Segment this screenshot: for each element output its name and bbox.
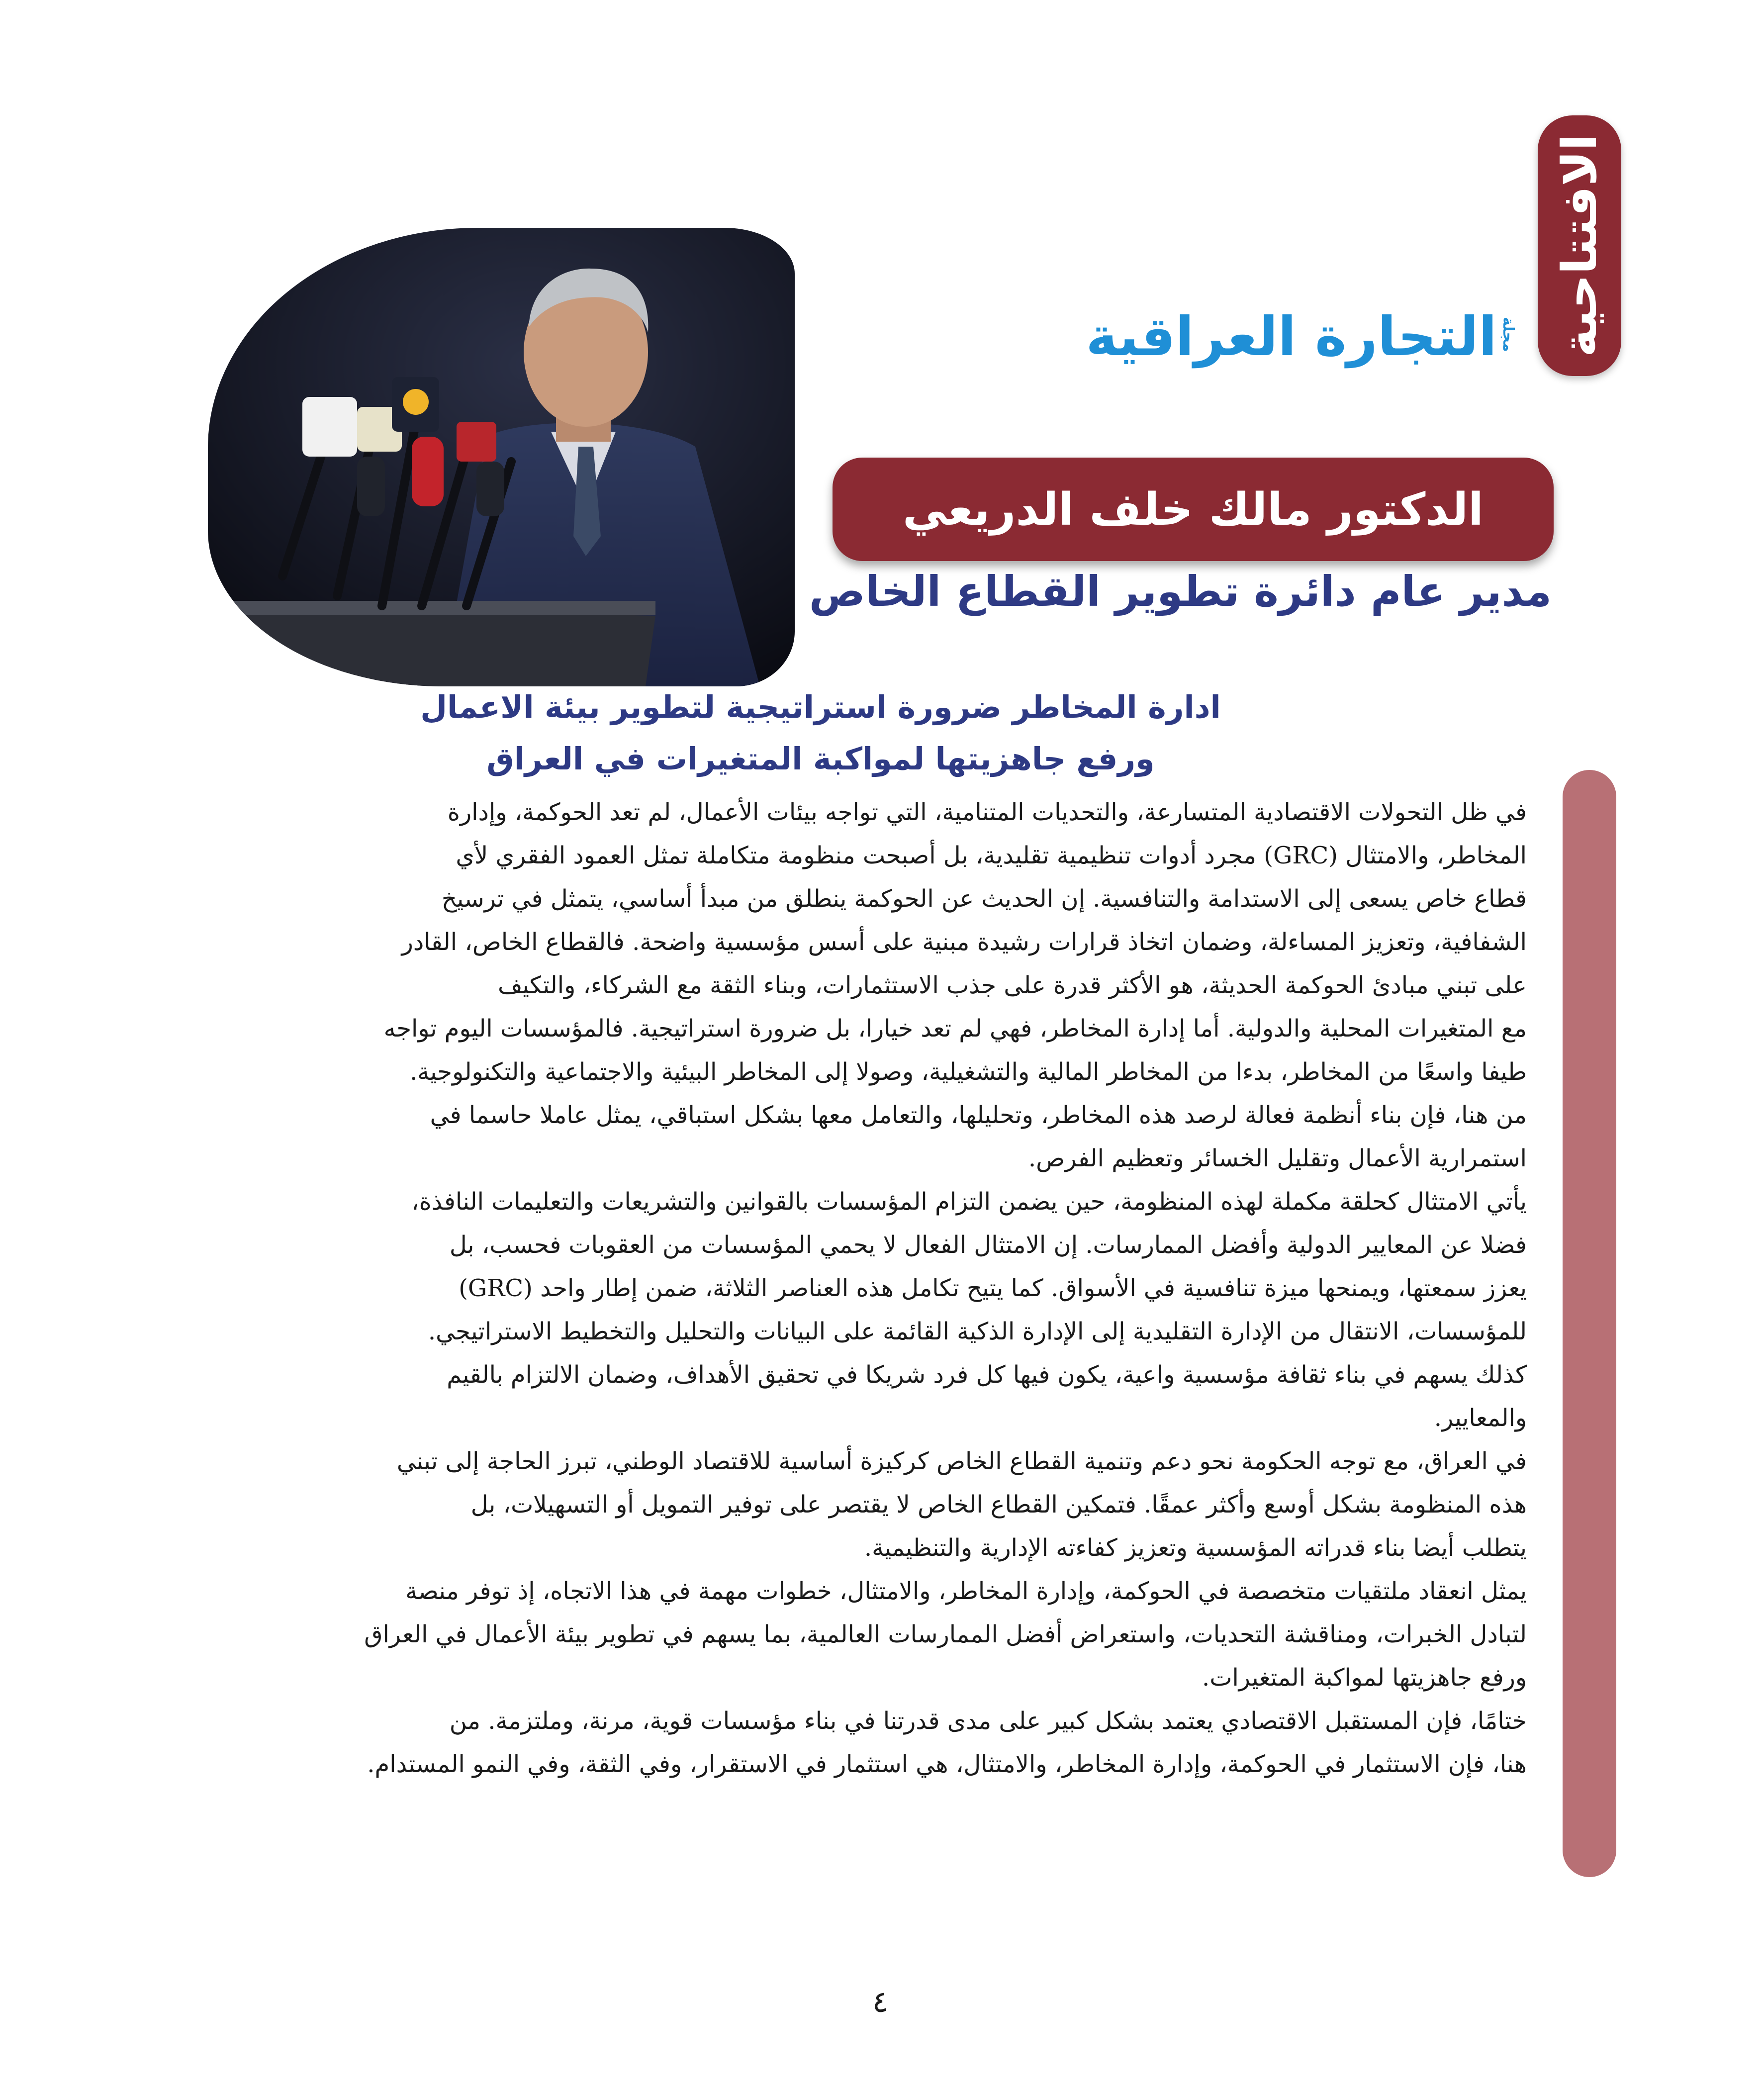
name-banner (833, 458, 1554, 561)
article-line: طيفا واسعًا من المخاطر، بدءا من المخاطر المالية والتشغيلية، وصولا إلى المخاطر البيئية والاجتماعية والتكنولوجية. (409, 1058, 1527, 1086)
article-line: يمثل انعقاد ملتقيات متخصصة في الحوكمة، وإدارة المخاطر، والامتثال، خطوات مهمة في هذا الاتجاه، إذ توفر منصة (405, 1577, 1527, 1605)
article-line: ختامًا، فإن المستقبل الاقتصادي يعتمد بشكل كبير على مدى قدرتنا في بناء مؤسسات قوية، مرنة، وملتزمة. من (449, 1707, 1527, 1735)
article-line: المخاطر، والامتثال (GRC) مجرد أدوات تنظيمية تقليدية، بل أصبحت منظومة متكاملة تمثل العمود الفقري لأي (456, 842, 1527, 869)
article-line: قطاع خاص يسعى إلى الاستدامة والتنافسية. إن الحديث عن الحوكمة ينطلق من مبدأ أساسي، يتمثل في ترسيخ (441, 885, 1527, 913)
headline-line: ادارة المخاطر ضرورة استراتيجية لتطوير بيئة الاعمال (420, 689, 1221, 725)
decorative-side-bar (1563, 770, 1616, 1877)
article-line: فضلا عن المعايير الدولية وأفضل الممارسات. إن الامتثال الفعال لا يحمي المؤسسات من العقوبات فحسب، بل (449, 1231, 1527, 1259)
article-line: هنا، فإن الاستثمار في الحوكمة، وإدارة المخاطر، والامتثال، هي استثمار في الاستقرار، وفي الثقة، وفي النمو المستدام. (367, 1750, 1527, 1778)
job-title: مدير عام دائرة تطوير القطاع الخاص (809, 567, 1552, 616)
article-line: للمؤسسات، الانتقال من الإدارة التقليدية إلى الإدارة الذكية القائمة على البيانات والتحليل والتخطيط الاستراتيجي. (428, 1318, 1527, 1345)
section-label: الافتتاحية (1552, 134, 1607, 358)
speaker-photo (208, 228, 795, 686)
article-line: يعزز سمعتها، ويمنحها ميزة تنافسية في الأسواق. كما يتيح تكامل هذه العناصر الثلاثة، ضمن إطار واحد (GRC) (459, 1274, 1527, 1302)
article-line: استمرارية الأعمال وتقليل الخسائر وتعظيم الفرص. (1028, 1144, 1527, 1172)
article-line: هذه المنظومة بشكل أوسع وأكثر عمقًا. فتمكين القطاع الخاص لا يقتصر على توفير التمويل أو التسهيلات، بل (470, 1491, 1527, 1519)
logo-main-text: التجارة العراقية (1086, 306, 1497, 368)
magazine-logo (1086, 306, 1517, 380)
article-line: يتطلب أيضا بناء قدراته المؤسسية وتعزيز كفاءته الإدارية والتنظيمية. (864, 1534, 1527, 1562)
article-line: الشفافية، وتعزيز المساءلة، وضمان اتخاذ قرارات رشيدة مبنية على أسس مؤسسية واضحة. فالقطاع الخاص، القادر (401, 928, 1527, 956)
headline-line: ورفع جاهزيتها لمواكبة المتغيرات في العراق (486, 741, 1155, 777)
article-line: مع المتغيرات المحلية والدولية. أما إدارة المخاطر، فهي لم تعد خيارا، بل ضرورة استراتيجية. فالمؤسسات اليوم تواجه (383, 1015, 1527, 1043)
section-tab (1538, 115, 1621, 376)
article-line: في ظل التحولات الاقتصادية المتسارعة، والتحديات المتنامية، التي تواجه بيئات الأعمال، لم تعد الحوكمة، وإدارة (447, 798, 1527, 826)
article-headline (298, 681, 1343, 785)
article-line: في العراق، مع توجه الحكومة نحو دعم وتنمية القطاع الخاص كركيزة أساسية للاقتصاد الوطني، تبرز الحاجة إلى تبني (396, 1447, 1527, 1475)
article-line: والمعايير. (1434, 1404, 1527, 1432)
article-line: ورفع جاهزيتها لمواكبة المتغيرات. (1202, 1664, 1527, 1692)
article-line: من هنا، فإن بناء أنظمة فعالة لرصد هذه المخاطر، وتحليلها، والتعامل معها بشكل استباقي، يمثل عاملا حاسما في (430, 1101, 1527, 1129)
article-line: لتبادل الخبرات، ومناقشة التحديات، واستعراض أفضل الممارسات العالمية، بما يسهم في تطوير بيئة الأعمال في العراق (364, 1620, 1527, 1648)
article-line: كذلك يسهم في بناء ثقافة مؤسسية واعية، يكون فيها كل فرد شريكا في تحقيق الأهداف، وضمان الالتزام بالقيم (447, 1361, 1527, 1389)
article-line: على تبني مبادئ الحوكمة الحديثة، هو الأكثر قدرة على جذب الاستثمارات، وبناء الثقة مع الشركاء، والتكيف (497, 971, 1527, 999)
person-name: الدكتور مالك خلف الدريعي (903, 483, 1484, 536)
page-number: ٤ (872, 1985, 889, 2019)
article-line: يأتي الامتثال كحلقة مكملة لهذه المنظومة، حين يضمن التزام المؤسسات بالقوانين والتشريعات والتعليمات النافذة، (411, 1188, 1527, 1216)
article-body (249, 791, 1527, 1786)
logo-prefix-text: مجلة (1499, 317, 1517, 352)
